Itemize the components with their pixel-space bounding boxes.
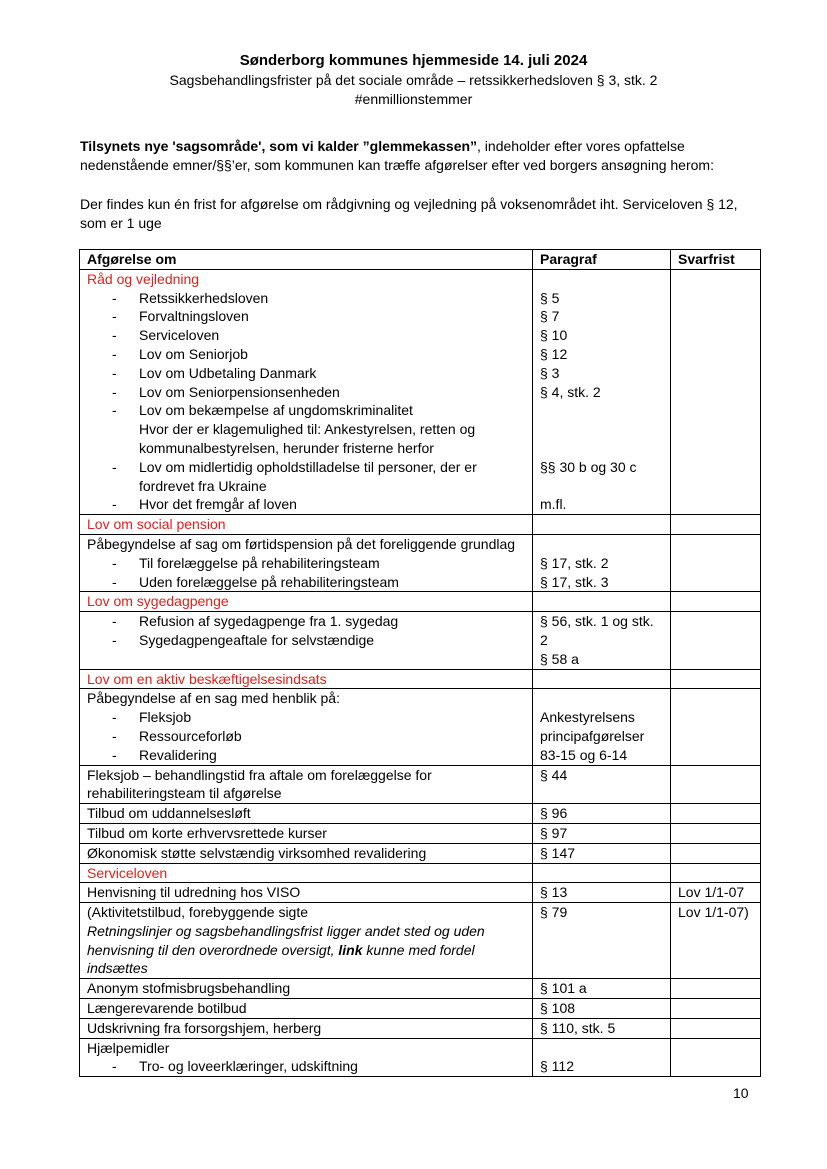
list-item-continuation: Hvor der er klagemulighed til: Ankestyrelsen, retten og — [139, 421, 476, 438]
intro-rest: , indeholder efter vores opfattelse nedenstående emner/§§’er, som kommunen kan træffe afgørelser efter ved borgers ansøgning herom: — [80, 138, 714, 173]
table-row: - Refusion af sygedagpenge fra 1. sygedag - Sygedagpengeaftale for selvstændige § 56, stk. 1 og stk. 2 § 58 a — [80, 612, 761, 669]
list-item: - Ressourceforløb — [112, 727, 242, 744]
rules-paragraph: Der findes kun én frist for afgørelse om rådgivning og vejledning på voksenområdet iht. Serviceloven § 12, som er 1 uge — [80, 196, 738, 231]
page-subtitle: Sagsbehandlingsfrister på det sociale område – retssikkerhedsloven § 3, stk. 2 — [169, 72, 658, 88]
table-row: Økonomisk støtte selvstændig virksomhed revalidering § 147 — [80, 843, 761, 863]
table-row: Henvisning til udredning hos VISO § 13 Lov 1/1-07 — [80, 883, 761, 903]
list-item: - Til forelæggelse på rehabiliteringsteam — [112, 554, 380, 571]
section-heading: Serviceloven — [80, 863, 533, 883]
list-item: - Fleksjob — [112, 709, 192, 726]
list-item: - Sygedagpengeaftale for selvstændige — [112, 631, 375, 648]
header-paragraf: Paragraf — [533, 250, 671, 270]
section-cell — [80, 269, 533, 514]
table-row: Længerevarende botilbud § 108 — [80, 999, 761, 1019]
page-title: Sønderborg kommunes hjemmeside 14. juli 2024 — [239, 52, 588, 69]
page-number: 10 — [733, 1085, 749, 1101]
table-row: Påbegyndelse af en sag med henblik på: - Fleksjob - Ressourceforløb - Revalidering Ankestyrelsens principafgørelser 83-15 og 6-14 — [80, 689, 761, 765]
table-row: Påbegyndelse af sag om førtidspension på det foreliggende grundlag - Til forelæggelse på rehabiliteringsteam - Uden forelæggelse på rehabiliteringsteam § 17, stk. 2 § 17, stk. 3 — [80, 534, 761, 591]
table-header-row — [80, 250, 761, 270]
table-row: Anonym stofmisbrugsbehandling § 101 a — [80, 979, 761, 999]
list-item: - Lov om midlertidig opholdstilladelse til personer, der er — [112, 458, 477, 475]
list-item-continuation: fordrevet fra Ukraine — [139, 477, 267, 494]
table-row: Tilbud om uddannelsesløft § 96 — [80, 804, 761, 824]
table-row: Udskrivning fra forsorgshjem, herberg § 110, stk. 5 — [80, 1018, 761, 1038]
hashtag: #enmillionstemmer — [354, 91, 473, 107]
table-row: Fleksjob – behandlingstid fra aftale om forelæggelse for rehabiliteringsteam til afgørelse § 44 — [80, 765, 761, 804]
decisions-table — [79, 249, 761, 1077]
svarfrist-cell — [671, 269, 761, 514]
list-item: - Lov om bekæmpelse af ungdomskriminalitet — [112, 402, 413, 419]
table-row — [80, 515, 761, 535]
paragraf-cell: § 5 § 7 § 10 § 12 § 3 § 4, stk. 2 §§ 30 b og 30 c m.fl. — [533, 269, 671, 514]
header-afgoerelse: Afgørelse om — [80, 250, 533, 270]
list-item: - Hvor det fremgår af loven — [112, 496, 297, 513]
list-item-continuation: kommunalbestyrelsen, herunder fristerne herfor — [139, 439, 434, 456]
list-item: - Lov om Seniorjob — [112, 345, 248, 362]
intro-bold: Tilsynets nye 'sagsområde', som vi kalder ”glemmekassen” — [80, 138, 478, 154]
table-row — [80, 592, 761, 612]
table-row — [80, 863, 761, 883]
list-item: - Lov om Udbetaling Danmark — [112, 364, 317, 381]
table-row: Tilbud om korte erhvervsrettede kurser § 97 — [80, 823, 761, 843]
list-item: - Revalidering — [112, 746, 217, 763]
section-heading: Lov om sygedagpenge — [80, 592, 533, 612]
table-row: Hjælpemidler - Tro- og loveerklæringer, udskiftning § 112 — [80, 1038, 761, 1077]
list-item: - Uden forelæggelse på rehabiliteringsteam — [112, 573, 399, 590]
list-item: - Serviceloven — [112, 327, 220, 344]
link-word: link — [338, 941, 363, 958]
list-item: - Tro- og loveerklæringer, udskiftning — [112, 1058, 358, 1075]
list-item: - Lov om Seniorpensionsenheden — [112, 383, 340, 400]
table-row — [80, 269, 761, 514]
section-heading: Lov om en aktiv beskæftigelsesindsats — [80, 669, 533, 689]
intro-paragraph — [80, 137, 760, 175]
list-item: - Forvaltningsloven — [112, 308, 249, 325]
section-heading: Råd og vejledning — [87, 270, 200, 287]
table-row — [80, 669, 761, 689]
section-heading: Lov om social pension — [80, 515, 533, 535]
table-row: (Aktivitetstilbud, forebyggende sigte Retningslinjer og sagsbehandlingsfrist ligger andet sted og uden henvisning til den overordnede oversigt, link kunne med fordel indsættes § 79 Lov 1/1-07) — [80, 903, 761, 979]
header-svarfrist: Svarfrist — [671, 250, 761, 270]
list-item: - Refusion af sygedagpenge fra 1. sygedag — [112, 613, 399, 630]
list-item: - Retssikkerhedsloven — [112, 289, 269, 306]
